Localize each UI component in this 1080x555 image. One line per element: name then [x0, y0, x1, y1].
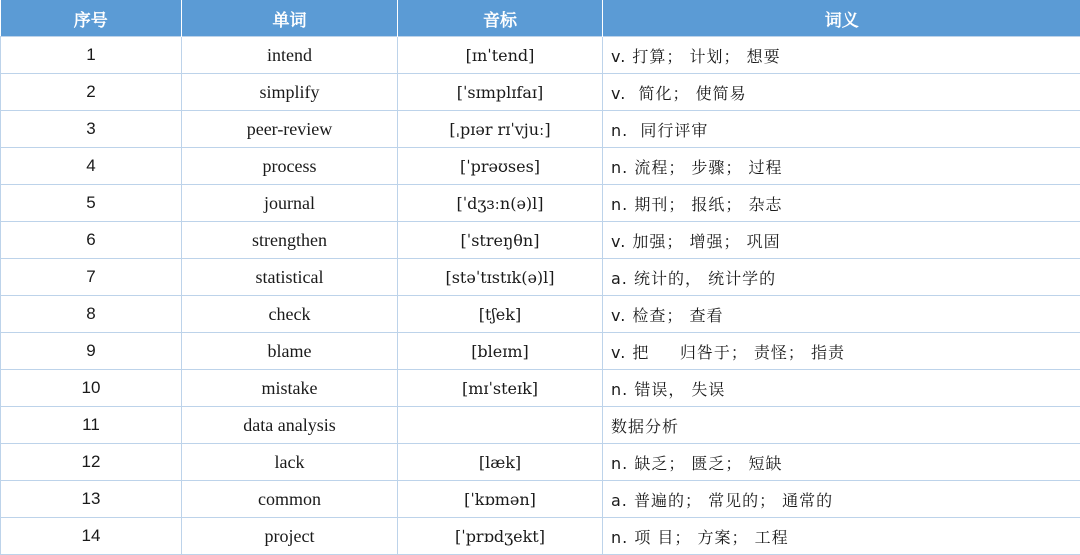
table-row — [1, 111, 1080, 148]
table-row — [1, 444, 1080, 481]
header-num: 序号 — [1, 0, 182, 37]
row-num: 11 — [1, 407, 182, 444]
row-word: project — [182, 518, 398, 555]
table-row — [1, 333, 1080, 370]
header-word: 单词 — [182, 0, 398, 37]
table-row — [1, 370, 1080, 407]
row-meaning: n. 错误， 失误 — [603, 370, 1080, 407]
row-num: 2 — [1, 74, 182, 111]
row-ipa: [mɪˈsteɪk] — [398, 370, 603, 407]
row-word: peer-review — [182, 111, 398, 148]
row-word: strengthen — [182, 222, 398, 259]
row-meaning: v. 打算； 计划； 想要 — [603, 37, 1080, 74]
row-meaning: v. 简化； 使简易 — [603, 74, 1080, 111]
row-ipa: [ˌpɪər rɪˈvjuː] — [398, 111, 603, 148]
row-word: simplify — [182, 74, 398, 111]
table-row — [1, 481, 1080, 518]
table-row — [1, 222, 1080, 259]
row-ipa: [ˈsɪmplɪfaɪ] — [398, 74, 603, 111]
table-row — [1, 518, 1080, 555]
row-ipa: [ˈprɒdʒekt] — [398, 518, 603, 555]
table-row — [1, 407, 1080, 444]
row-word: check — [182, 296, 398, 333]
row-word: blame — [182, 333, 398, 370]
row-meaning: n. 缺乏； 匮乏； 短缺 — [603, 444, 1080, 481]
row-ipa: [bleɪm] — [398, 333, 603, 370]
row-ipa: [ɪnˈtend] — [398, 37, 603, 74]
row-word: journal — [182, 185, 398, 222]
row-meaning: a. 普遍的； 常见的； 通常的 — [603, 481, 1080, 518]
row-meaning: n. 流程； 步骤； 过程 — [603, 148, 1080, 185]
row-num: 13 — [1, 481, 182, 518]
table-row — [1, 259, 1080, 296]
row-meaning: v. 加强； 增强； 巩固 — [603, 222, 1080, 259]
row-ipa: [tʃek] — [398, 296, 603, 333]
row-num: 5 — [1, 185, 182, 222]
row-meaning: 数据分析 — [603, 407, 1080, 444]
row-num: 6 — [1, 222, 182, 259]
header-ipa: 音标 — [398, 0, 603, 37]
row-ipa: [ˈdʒɜːn(ə)l] — [398, 185, 603, 222]
row-word: common — [182, 481, 398, 518]
row-num: 10 — [1, 370, 182, 407]
row-meaning: v. 检查； 查看 — [603, 296, 1080, 333]
row-meaning: n. 项 目； 方案； 工程 — [603, 518, 1080, 555]
row-word: data analysis — [182, 407, 398, 444]
row-ipa — [398, 407, 603, 444]
row-num: 12 — [1, 444, 182, 481]
table-header — [1, 0, 1080, 37]
row-num: 8 — [1, 296, 182, 333]
table-row — [1, 296, 1080, 333]
table-row — [1, 185, 1080, 222]
row-meaning: v. 把 归咎于； 责怪； 指责 — [603, 333, 1080, 370]
row-ipa: [ˈstreŋθn] — [398, 222, 603, 259]
row-num: 14 — [1, 518, 182, 555]
row-meaning: n. 期刊； 报纸； 杂志 — [603, 185, 1080, 222]
row-num: 3 — [1, 111, 182, 148]
row-num: 4 — [1, 148, 182, 185]
row-word: lack — [182, 444, 398, 481]
row-ipa: [læk] — [398, 444, 603, 481]
table-row — [1, 148, 1080, 185]
row-meaning: n. 同行评审 — [603, 111, 1080, 148]
header-meaning: 词义 — [603, 0, 1080, 37]
row-word: statistical — [182, 259, 398, 296]
row-num: 9 — [1, 333, 182, 370]
row-word: process — [182, 148, 398, 185]
row-num: 1 — [1, 37, 182, 74]
row-word: intend — [182, 37, 398, 74]
row-meaning: a. 统计的， 统计学的 — [603, 259, 1080, 296]
header-row — [1, 0, 1080, 37]
table-row — [1, 37, 1080, 74]
row-ipa: [stəˈtɪstɪk(ə)l] — [398, 259, 603, 296]
row-ipa: [ˈprəʊses] — [398, 148, 603, 185]
row-word: mistake — [182, 370, 398, 407]
table-body — [1, 37, 1080, 555]
row-ipa: [ˈkɒmən] — [398, 481, 603, 518]
table-row — [1, 74, 1080, 111]
row-num: 7 — [1, 259, 182, 296]
